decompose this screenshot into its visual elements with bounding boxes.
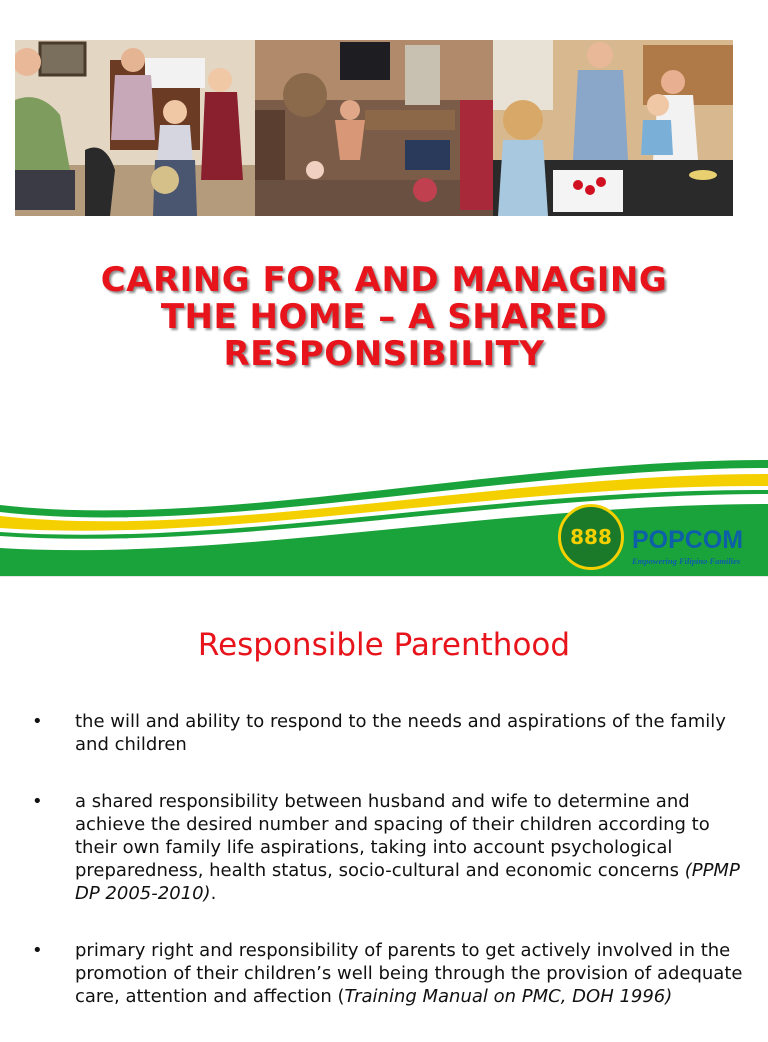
logo-mark: 888 xyxy=(570,525,612,549)
bullet-list xyxy=(30,710,750,1042)
family-photo-kitchen xyxy=(493,40,733,216)
bullet-icon: • xyxy=(32,791,43,812)
bullet-trailing: . xyxy=(210,883,217,904)
bullet-text: a shared responsibility between husband and wife to determine and achieve the desired number and spacing of their children according to their own family life aspirations, taking into account psychological preparedness, health status, socio-cultural and economic concerns xyxy=(75,791,710,881)
slide-heading: Responsible Parenthood xyxy=(197,627,571,663)
bullet-item-1 xyxy=(30,710,750,756)
bullet-text: primary right and responsibility of parents to get actively involved in the promotion of their children’s well being through the provision of adequate care, attention and affection ( xyxy=(75,940,743,1007)
content-slide xyxy=(0,577,768,1024)
family-photo-music-room xyxy=(15,40,255,216)
bullet-item-3 xyxy=(30,939,750,1008)
title-line-1: CARING FOR AND MANAGING xyxy=(100,260,668,300)
bullet-citation: (PPMP DP 2005-2010) xyxy=(75,860,740,904)
slide-title xyxy=(40,262,728,373)
bullet-text: the will and ability to respond to the needs and aspirations of the family and children xyxy=(75,711,726,755)
brand-name: POPCOM xyxy=(632,526,744,554)
bullet-icon: • xyxy=(32,940,43,961)
photo-collage xyxy=(15,40,733,216)
bullet-item-2 xyxy=(30,790,750,905)
bullet-citation: Training Manual on PMC, DOH 1996) xyxy=(344,986,673,1007)
family-photo-living-room xyxy=(255,40,493,216)
popcom-logo-seal xyxy=(558,504,624,570)
title-line-3: RESPONSIBILITY xyxy=(223,334,545,374)
title-line-2: THE HOME – A SHARED xyxy=(160,297,608,337)
bullet-icon: • xyxy=(32,711,43,732)
brand-tagline: Empowering Filipino Families xyxy=(632,556,741,566)
